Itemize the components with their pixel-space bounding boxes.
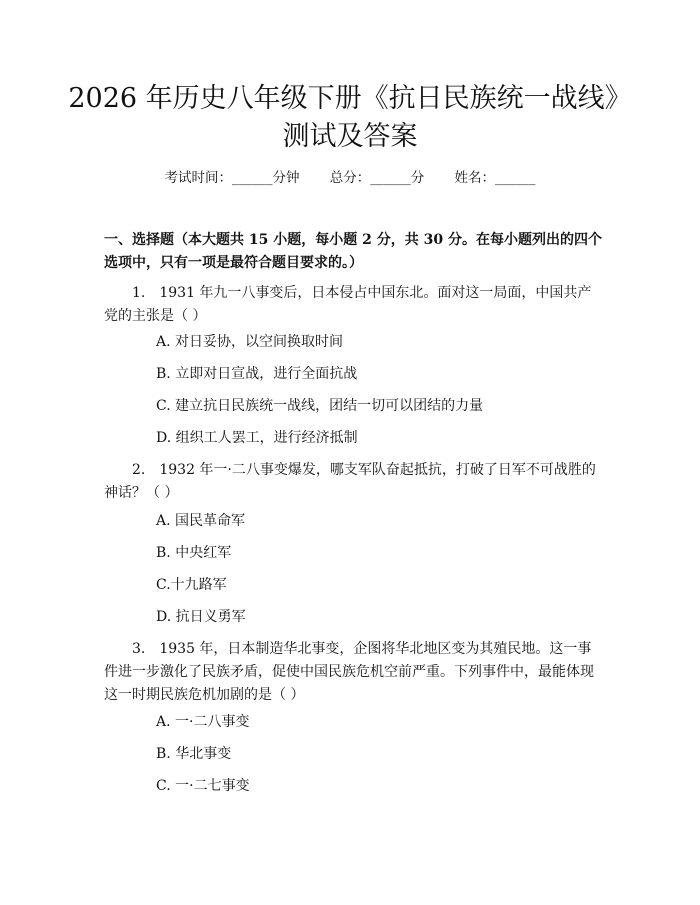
exam-info-line xyxy=(0,168,700,188)
question-2-option-a: A. 国民革命军 xyxy=(156,513,246,529)
question-3-option-c: C. 一·二七事变 xyxy=(156,778,250,794)
question-1-option-d: D. 组织工人罢工，进行经济抵制 xyxy=(156,430,358,446)
question-3-option-b: B. 华北事变 xyxy=(156,746,232,762)
question-2-option-c: C.十九路军 xyxy=(156,577,227,593)
question-1-option-b: B. 立即对日宣战，进行全面抗战 xyxy=(156,366,358,382)
document-title: 2026 年历史八年级下册《抗日民族统一战线》测试及答案 xyxy=(68,83,632,152)
question-2-option-b: B. 中央红军 xyxy=(156,545,232,561)
question-2-stem: 2. 1932 年一·二八事变爆发，哪支军队奋起抵抗，打破了日军不可战胜的神话？（ ） xyxy=(104,462,596,501)
question-2-option-d: D. 抗日义勇军 xyxy=(156,609,246,625)
question-3-stem: 3. 1935 年，日本制造华北事变，企图将华北地区变为其殖民地。这一事件进一步激化了民族矛盾，促使中国民族危机空前严重。下列事件中，最能体现这一时期民族危机加剧的是（ ） xyxy=(104,641,594,703)
name-field: 姓名：______ xyxy=(454,170,536,186)
question-3-option-a: A. 一·二八事变 xyxy=(156,714,250,730)
question-1-option-a: A. 对日妥协，以空间换取时间 xyxy=(156,334,344,350)
exam-time-field: 考试时间：______分钟 xyxy=(164,170,300,186)
question-1-stem: 1. 1931 年九一八事变后，日本侵占中国东北。面对这一局面，中国共产党的主张是（ ） xyxy=(104,285,592,324)
total-score-field: 总分：______分 xyxy=(329,170,425,186)
question-1-option-c: C. 建立抗日民族统一战线，团结一切可以团结的力量 xyxy=(156,398,484,414)
section-heading-multiple-choice: 一、选择题（本大题共 15 小题，每小题 2 分，共 30 分。在每小题列出的四个选项中，只有一项是最符合题目要求的。） xyxy=(104,232,602,271)
